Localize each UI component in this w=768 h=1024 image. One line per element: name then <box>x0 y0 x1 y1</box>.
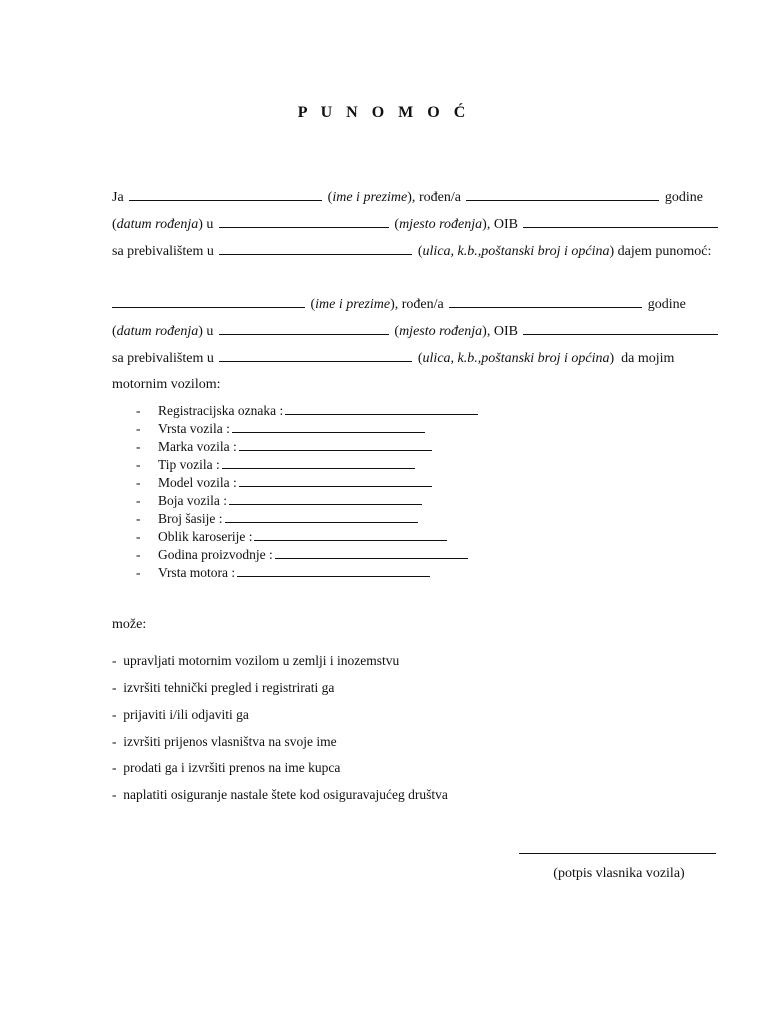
field-blank[interactable] <box>275 545 468 559</box>
vehicle-field-registration <box>136 401 480 420</box>
hint-address: ulica, k.b.,poštanski broj i općina <box>422 351 610 366</box>
vehicle-field-model <box>136 473 434 492</box>
birth-date-blank[interactable] <box>449 294 642 308</box>
residence-label: sa prebivalištem u <box>112 244 214 259</box>
p1-prefix: Ja <box>112 190 124 205</box>
p1-line3: sa prebivalištem u (ulica, k.b.,poštanski broj i općina) dajem punomoć: <box>112 241 711 261</box>
in-label: u <box>206 324 214 339</box>
vehicle-field-year <box>136 545 470 564</box>
oib-blank[interactable] <box>523 214 718 228</box>
list-dash: - <box>136 493 141 508</box>
field-blank[interactable] <box>237 563 430 577</box>
hint-address: ulica, k.b.,poštanski broj i općina <box>422 244 610 259</box>
name-blank[interactable] <box>112 294 305 308</box>
field-blank[interactable] <box>239 473 432 487</box>
power-text: izvršiti tehnički pregled i registrirati ga <box>123 680 335 695</box>
field-label: Oblik karoserije : <box>158 529 253 544</box>
hint-place: mjesto rođenja <box>399 324 483 339</box>
name-blank[interactable] <box>129 187 322 201</box>
vehicle-intro-label: da mojim <box>621 351 675 366</box>
signature-line[interactable] <box>519 853 716 854</box>
power-item <box>112 706 249 724</box>
birth-place-blank[interactable] <box>219 321 389 335</box>
field-blank[interactable] <box>254 527 447 541</box>
power-item <box>112 679 334 697</box>
motor-vehicle-label: motornim vozilom: <box>112 377 221 392</box>
signature-label: (potpis vlasnika vozila) <box>553 866 685 881</box>
address-blank[interactable] <box>219 348 412 362</box>
year-label: godine <box>664 190 704 205</box>
power-text: naplatiti osiguranje nastale štete kod osiguravajućeg društva <box>123 787 448 802</box>
field-label: Tip vozila : <box>158 457 220 472</box>
field-label: Boja vozila : <box>158 493 227 508</box>
list-dash: - <box>112 707 117 722</box>
list-dash: - <box>136 529 141 544</box>
field-label: Vrsta vozila : <box>158 421 230 436</box>
list-dash: - <box>112 680 117 695</box>
vehicle-field-body <box>136 527 449 546</box>
power-item <box>112 759 340 777</box>
vehicle-field-color <box>136 491 424 510</box>
list-dash: - <box>112 734 117 749</box>
hint-place: mjesto rođenja <box>399 217 483 232</box>
birth-date-blank[interactable] <box>466 187 659 201</box>
power-text: upravljati motornim vozilom u zemlji i inozemstvu <box>123 653 400 668</box>
vehicle-field-chassis <box>136 509 420 528</box>
field-blank[interactable] <box>222 455 415 469</box>
list-dash: - <box>136 511 141 526</box>
list-dash: - <box>136 421 141 436</box>
year-label: godine <box>647 297 686 312</box>
residence-label: sa prebivalištem u <box>112 351 214 366</box>
address-blank[interactable] <box>219 241 412 255</box>
vehicle-field-kind <box>136 455 417 474</box>
list-dash: - <box>136 565 141 580</box>
field-blank[interactable] <box>232 419 425 433</box>
p2-line2: (datum rođenja) u (mjesto rođenja), OIB <box>112 321 720 341</box>
field-blank[interactable] <box>225 509 418 523</box>
vehicle-field-make <box>136 437 434 456</box>
hint-date: datum rođenja <box>116 324 199 339</box>
hint-name: ime i prezime <box>315 297 391 312</box>
oib-label: OIB <box>493 324 518 339</box>
field-label: Model vozila : <box>158 475 237 490</box>
oib-label: OIB <box>493 217 518 232</box>
field-label: Marka vozila : <box>158 439 237 454</box>
list-dash: - <box>112 787 117 802</box>
list-dash: - <box>136 457 141 472</box>
hint-date: datum rođenja <box>116 217 199 232</box>
list-dash: - <box>136 547 141 562</box>
list-dash: - <box>112 760 117 775</box>
p2-line3: sa prebivalištem u (ulica, k.b.,poštanski broj i općina) da mojim <box>112 348 674 368</box>
field-blank[interactable] <box>285 401 478 415</box>
field-label: Vrsta motora : <box>158 565 236 580</box>
power-item <box>112 786 448 804</box>
born-label: rođen/a <box>401 297 444 312</box>
power-item <box>112 652 399 670</box>
vehicle-field-type <box>136 419 427 438</box>
vehicle-field-engine <box>136 563 432 582</box>
p1-line2: (datum rođenja) u (mjesto rođenja), OIB <box>112 214 720 234</box>
p2-line1: (ime i prezime), rođen/a godine <box>112 294 686 314</box>
may-label: može: <box>112 617 147 632</box>
field-blank[interactable] <box>229 491 422 505</box>
list-dash: - <box>136 403 141 418</box>
p1-line1: Ja (ime i prezime), rođen/a godine <box>112 187 703 207</box>
grant-label: dajem punomoć: <box>617 244 712 259</box>
field-blank[interactable] <box>239 437 432 451</box>
document-title: P U N O M O Ć <box>297 104 471 121</box>
hint-name: ime i prezime <box>332 190 408 205</box>
oib-blank[interactable] <box>523 321 718 335</box>
born-label: rođen/a <box>418 190 461 205</box>
field-label: Registracijska oznaka : <box>158 403 284 418</box>
list-dash: - <box>112 653 117 668</box>
power-text: izvršiti prijenos vlasništva na svoje ime <box>123 734 337 749</box>
list-dash: - <box>136 475 141 490</box>
power-item <box>112 733 337 751</box>
birth-place-blank[interactable] <box>219 214 389 228</box>
in-label: u <box>206 217 214 232</box>
list-dash: - <box>136 439 141 454</box>
field-label: Broj šasije : <box>158 511 223 526</box>
field-label: Godina proizvodnje : <box>158 547 273 562</box>
power-text: prijaviti i/ili odjaviti ga <box>123 707 249 722</box>
power-text: prodati ga i izvršiti prenos na ime kupca <box>123 760 341 775</box>
